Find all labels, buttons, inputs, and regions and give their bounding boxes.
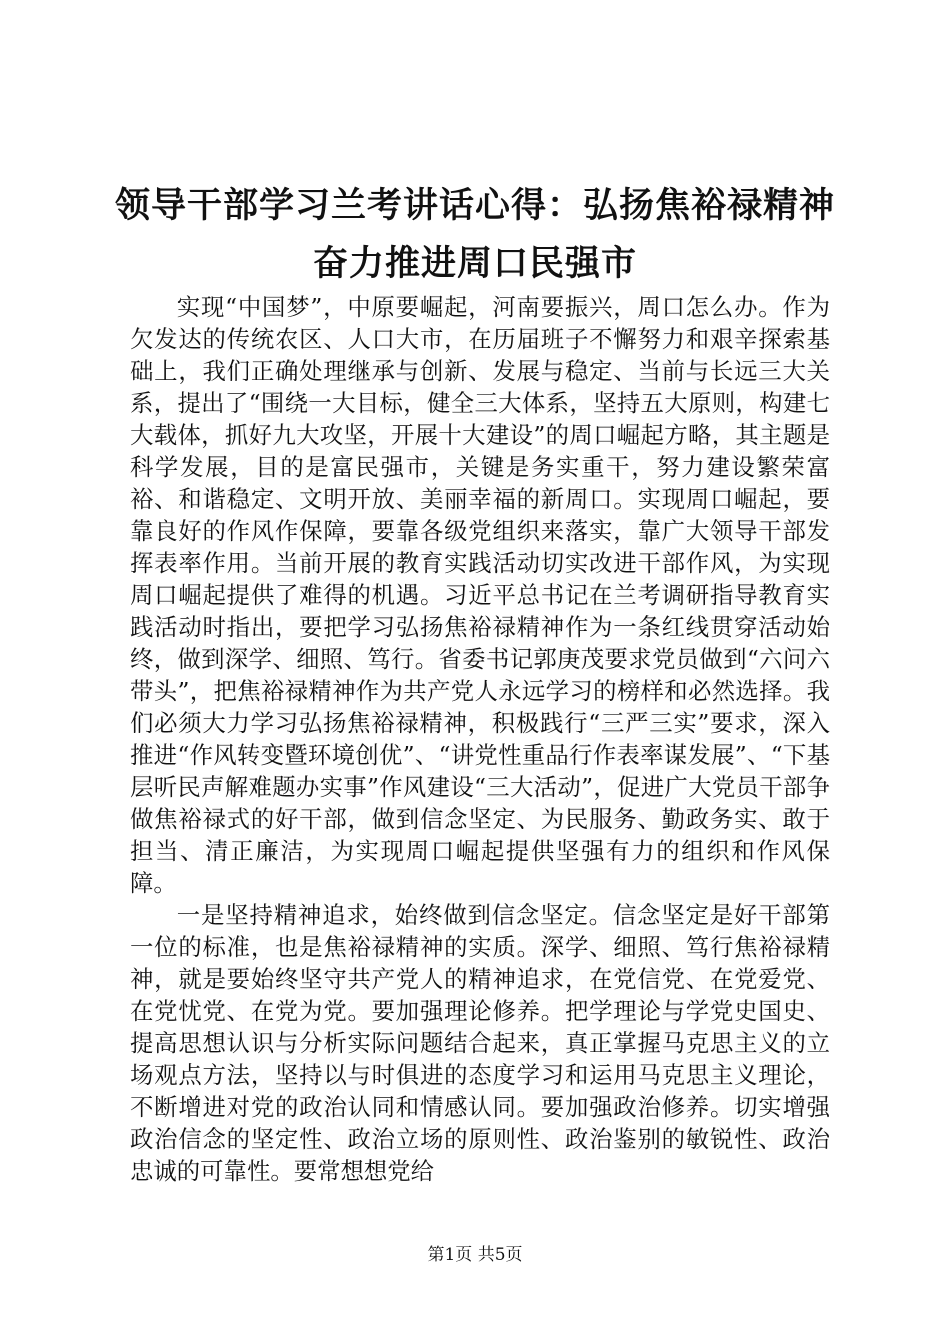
page-footer: 第1页 共5页 <box>427 1245 523 1265</box>
document-body <box>130 291 830 1187</box>
body-paragraph-1: 实现“中国梦”，中原要崛起，河南要振兴，周口怎么办。作为欠发达的传统农区、人口大市，在历届班子不懈努力和艰辛探索基础上，我们正确处理继承与创新、发展与稳定、当前与长远三大关系，提出了“围绕一大目标，健全三大体系，坚持五大原则，构建七大载体，抓好九大攻坚，开展十大建设”的周口崛起方略，其主题是科学发展，目的是富民强市，关键是务实重干，努力建设繁荣富裕、和谐稳定、文明开放、美丽幸福的新周口。实现周口崛起，要靠良好的作风作保障，要靠各级党组织来落实，靠广大领导干部发挥表率作用。当前开展的教育实践活动切实改进干部作风，为实现周口崛起提供了难得的机遇。习近平总书记在兰考调研指导教育实践活动时指出，要把学习弘扬焦裕禄精神作为一条红线贯穿活动始终，做到深学、细照、笃行。省委书记郭庚茂要求党员做到“六问六带头”，把焦裕禄精神作为共产党人永远学习的榜样和必然选择。我们必须大力学习弘扬焦裕禄精神，积极践行“三严三实”要求，深入推进“作风转变暨环境创优”、“讲党性重品行作表率谋发展”、“下基层听民声解难题办实事”作风建设“三大活动”，促进广大党员干部争做焦裕禄式的好干部，做到信念坚定、为民服务、勤政务实、敢于担当、清正廉洁，为实现周口崛起提供坚强有力的组织和作风保障。 <box>130 293 830 897</box>
document-title-line-1: 领导干部学习兰考讲话心得：弘扬焦裕禄精神 <box>114 185 835 226</box>
body-paragraph-2: 一是坚持精神追求，始终做到信念坚定。信念坚定是好干部第一位的标准，也是焦裕禄精神的实质。深学、细照、笃行焦裕禄精神，就是要始终坚守共产党人的精神追求，在党信党、在党爱党、在党忧党、在党为党。要加强理论修养。把学理论与学党史国史、提高思想认识与分析实际问题结合起来，真正掌握马克思主义的立场观点方法，坚持以与时俱进的态度学习和运用马克思主义理论，不断增进对党的政治认同和情感认同。要加强政治修养。切实增强政治信念的坚定性、政治立场的原则性、政治鉴别的敏锐性、政治忠诚的可靠性。要常想想党给 <box>130 901 830 1185</box>
document-title-line-2: 奋力推进周口民强市 <box>312 243 637 284</box>
